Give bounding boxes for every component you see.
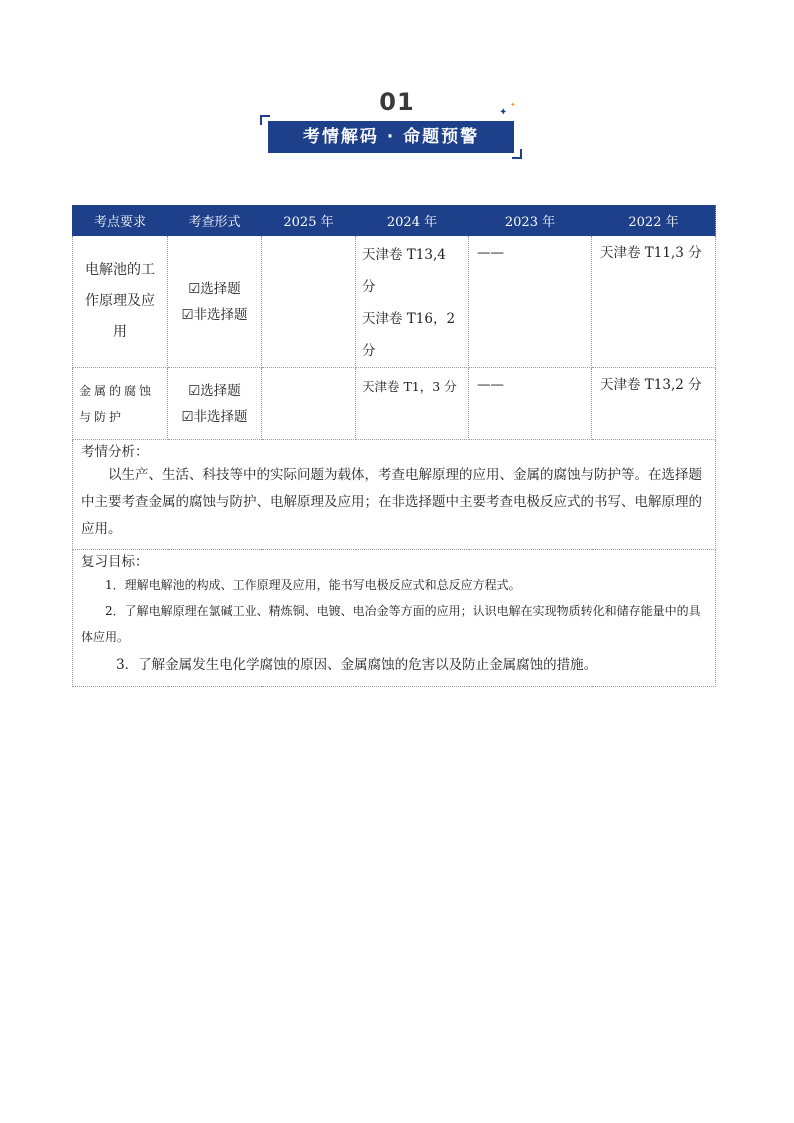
exam-ref: 天津卷 T13,4 分	[362, 247, 446, 295]
exam-point-cell: 金属的腐蚀与防护	[73, 368, 168, 440]
analysis-text: 以生产、生活、科技等中的实际问题为载体，考查电解原理的应用、金属的腐蚀与防护等。在选择题中主要考查金属的腐蚀与防护、电解原理及应用；在非选择题中主要考查电极反应式的书写、电解原理的应用。	[81, 467, 702, 537]
column-header: 2024 年	[356, 206, 469, 236]
form-choice: ☑选择题	[188, 382, 241, 399]
year-2023-cell: ——	[469, 368, 592, 440]
table-row	[73, 368, 716, 440]
goal-item: 1．理解电解池的构成、工作原理及应用，能书写电极反应式和总反应方程式。	[105, 578, 521, 592]
question-forms-cell	[168, 236, 262, 368]
exam-ref: 天津卷 T1，3 分	[362, 379, 457, 394]
column-header: 考点要求	[73, 206, 168, 236]
table-header-row	[73, 206, 716, 236]
year-2022-cell: 天津卷 T11,3 分	[592, 236, 716, 368]
column-header: 考查形式	[168, 206, 262, 236]
goals-label: 复习目标：	[81, 554, 149, 570]
exam-point-cell: 电解池的工作原理及应用	[73, 236, 168, 368]
sparkle-small-icon: ✦	[510, 101, 516, 109]
sparkle-icon: ✦	[499, 107, 508, 118]
goal-item: 2．了解电解原理在氯碱工业、精炼铜、电镀、电冶金等方面的应用；认识电解在实现物质转化和储存能量中的具体应用。	[81, 604, 701, 644]
year-2023-cell: ——	[469, 236, 592, 368]
table-row	[73, 236, 716, 368]
exam-analysis-table	[72, 205, 716, 687]
year-2024-cell	[356, 368, 469, 440]
form-non-choice: ☑非选择题	[181, 306, 248, 323]
year-2024-cell	[356, 236, 469, 368]
analysis-cell	[73, 440, 716, 550]
analysis-row	[73, 440, 716, 550]
exam-ref: 天津卷 T16，2 分	[362, 311, 456, 359]
column-header: 2025 年	[262, 206, 356, 236]
year-2025-cell	[262, 368, 356, 440]
banner-title: 考情解码 · 命题预警	[268, 121, 514, 153]
question-forms-cell	[168, 368, 262, 440]
analysis-label: 考情分析：	[81, 444, 149, 460]
goals-row	[73, 550, 716, 687]
form-non-choice: ☑非选择题	[181, 408, 248, 425]
section-number: 01	[379, 88, 415, 116]
goal-item: 3．了解金属发生电化学腐蚀的原因、金属腐蚀的危害以及防止金属腐蚀的措施。	[116, 657, 598, 673]
column-header: 2023 年	[469, 206, 592, 236]
year-2025-cell	[262, 236, 356, 368]
column-header: 2022 年	[592, 206, 716, 236]
year-2022-cell: 天津卷 T13,2 分	[592, 368, 716, 440]
goals-cell	[73, 550, 716, 687]
form-choice: ☑选择题	[188, 280, 241, 297]
